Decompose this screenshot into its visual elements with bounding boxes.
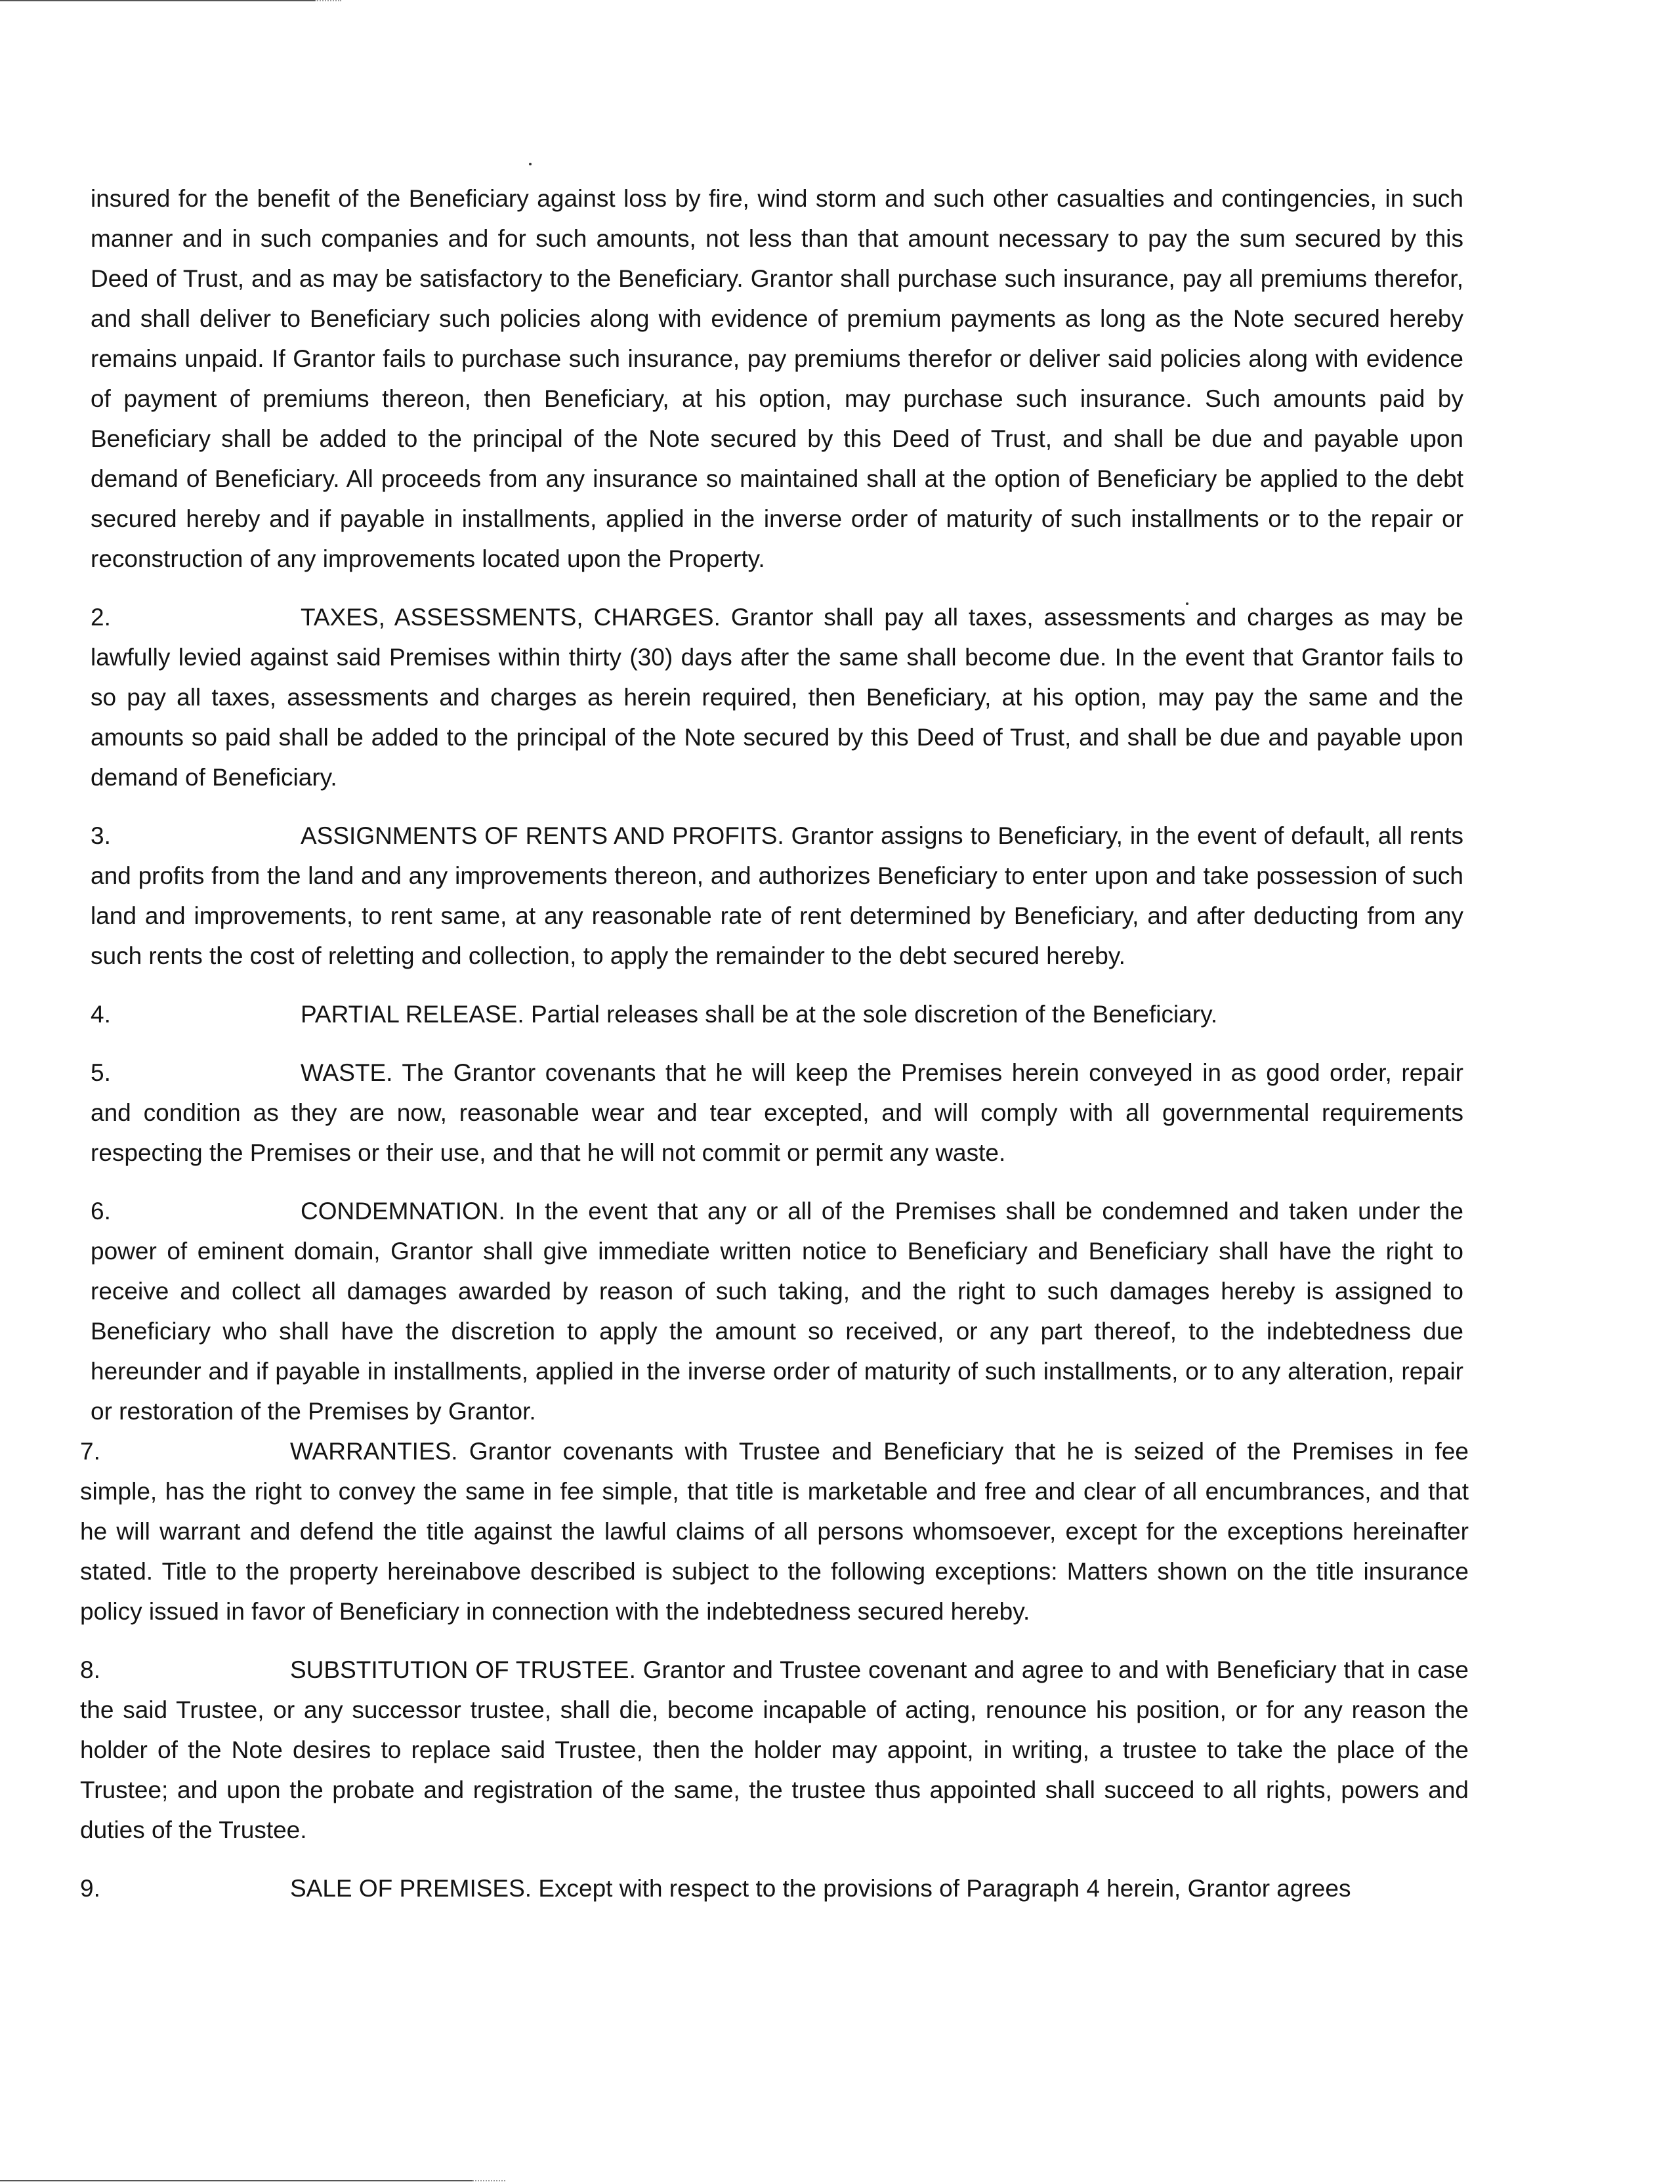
section-number: 4. bbox=[91, 1001, 111, 1028]
opening-paragraph: insured for the benefit of the Beneficiary against loss by fire, wind storm and such other casualties and contingencies, in such manner and in such companies and for such amounts, not less than that amount necessary to pay the sum secured by this Deed of Trust, and as may be satisfactory to the Beneficiary. Grantor shall purchase such insurance, pay all premiums therefor, and shall deliver to Beneficiary such policies along with evidence of premium payments as long as the Note secured hereby remains unpaid. If Grantor fails to purchase such insurance, pay premiums therefor or deliver said policies along with evidence of payment of premiums thereon, then Beneficiary, at his option, may purchase such insurance. Such amounts paid by Beneficiary shall be added to the principal of the Note secured by this Deed of Trust, and shall be due and payable upon demand of Beneficiary. All proceeds from any insurance so maintained shall at the option of Beneficiary be applied to the debt secured hereby and if payable in installments, applied in the inverse order of maturity of such installments or to the repair or reconstruction of any improvements located upon the Property. bbox=[91, 185, 1463, 572]
document-page bbox=[80, 178, 1469, 1927]
section-text: SUBSTITUTION OF TRUSTEE. Grantor and Trustee covenant and agree to and with Beneficiary that in case the said Trustee, or any successor trustee, shall die, become incapable of acting, renounce his position, or for any reason the holder of the Note desires to replace said Trustee, then the holder may appoint, in writing, a trustee to take the place of the Trustee; and upon the probate and registration of the same, the trustee thus appointed shall succeed to all rights, powers and duties of the Trustee. bbox=[80, 1656, 1469, 1843]
section-number: 7. bbox=[80, 1438, 100, 1465]
section-text: TAXES, ASSESSMENTS, CHARGES. Grantor shall pay all taxes, assessments and charges as may be lawfully levied against said Premises within thirty (30) days after the same shall become due. In the event that Grantor fails to so pay all taxes, assessments and charges as herein required, then Beneficiary, at his option, may pay the same and the amounts so paid shall be added to the principal of the Note secured by this Deed of Trust, and shall be due and payable upon demand of Beneficiary. bbox=[91, 604, 1463, 791]
scan-edge-top-dots bbox=[315, 0, 341, 3]
section-number: 9. bbox=[80, 1875, 100, 1902]
section-9 bbox=[80, 1868, 1469, 1908]
section-text: SALE OF PREMISES. Except with respect to the provisions of Paragraph 4 herein, Grantor agrees bbox=[290, 1875, 1351, 1902]
section-number: 8. bbox=[80, 1656, 100, 1683]
scan-edge-bottom bbox=[0, 2180, 472, 2181]
section-4 bbox=[91, 994, 1463, 1034]
section-number: 5. bbox=[91, 1059, 111, 1086]
section-number: 2. bbox=[91, 604, 111, 631]
scan-edge-top bbox=[0, 0, 315, 1]
scan-speck bbox=[529, 163, 532, 165]
section-text: PARTIAL RELEASE. Partial releases shall be at the sole discretion of the Beneficiary. bbox=[301, 1001, 1218, 1028]
section-text: ASSIGNMENTS OF RENTS AND PROFITS. Grantor assigns to Beneficiary, in the event of default, all rents and profits from the land and any improvements thereon, and authorizes Beneficiary to enter upon and take possession of such land and improvements, to rent same, at any reasonable rate of rent determined by Beneficiary, and after deducting from any such rents the cost of reletting and collection, to apply the remainder to the debt secured hereby. bbox=[91, 822, 1463, 969]
section-text: WASTE. The Grantor covenants that he will keep the Premises herein conveyed in as good order, repair and condition as they are now, reasonable wear and tear excepted, and will comply with all governmental requirements respecting the Premises or their use, and that he will not commit or permit any waste. bbox=[91, 1059, 1463, 1166]
section-text: WARRANTIES. Grantor covenants with Trustee and Beneficiary that he is seized of the Premises in fee simple, has the right to convey the same in fee simple, that title is marketable and free and clear of all encumbrances, and that he will warrant and defend the title against the lawful claims of all persons whomsoever, except for the exceptions hereinafter stated. Title to the property hereinabove described is subject to the following exceptions: Matters shown on the title insurance policy issued in favor of Beneficiary in connection with the indebtedness secured hereby. bbox=[80, 1438, 1469, 1625]
scan-edge-bottom-dots bbox=[472, 2180, 505, 2183]
section-3 bbox=[91, 816, 1463, 976]
section-number: 3. bbox=[91, 822, 111, 849]
section-6 bbox=[91, 1191, 1463, 1431]
section-2 bbox=[91, 597, 1463, 797]
section-8 bbox=[80, 1650, 1469, 1850]
section-text: CONDEMNATION. In the event that any or all of the Premises shall be condemned and taken under the power of eminent domain, Grantor shall give immediate written notice to Beneficiary and Beneficiary shall have the right to receive and collect all damages awarded by reason of such taking, and the right to such damages hereby is assigned to Beneficiary who shall have the discretion to apply the amount so received, or any part thereof, to the indebtedness due hereunder and if payable in installments, applied in the inverse order of maturity of such installments, or to any alteration, repair or restoration of the Premises by Grantor. bbox=[91, 1198, 1463, 1425]
section-number: 6. bbox=[91, 1198, 111, 1225]
section-5 bbox=[91, 1053, 1463, 1173]
section-7 bbox=[80, 1431, 1469, 1631]
